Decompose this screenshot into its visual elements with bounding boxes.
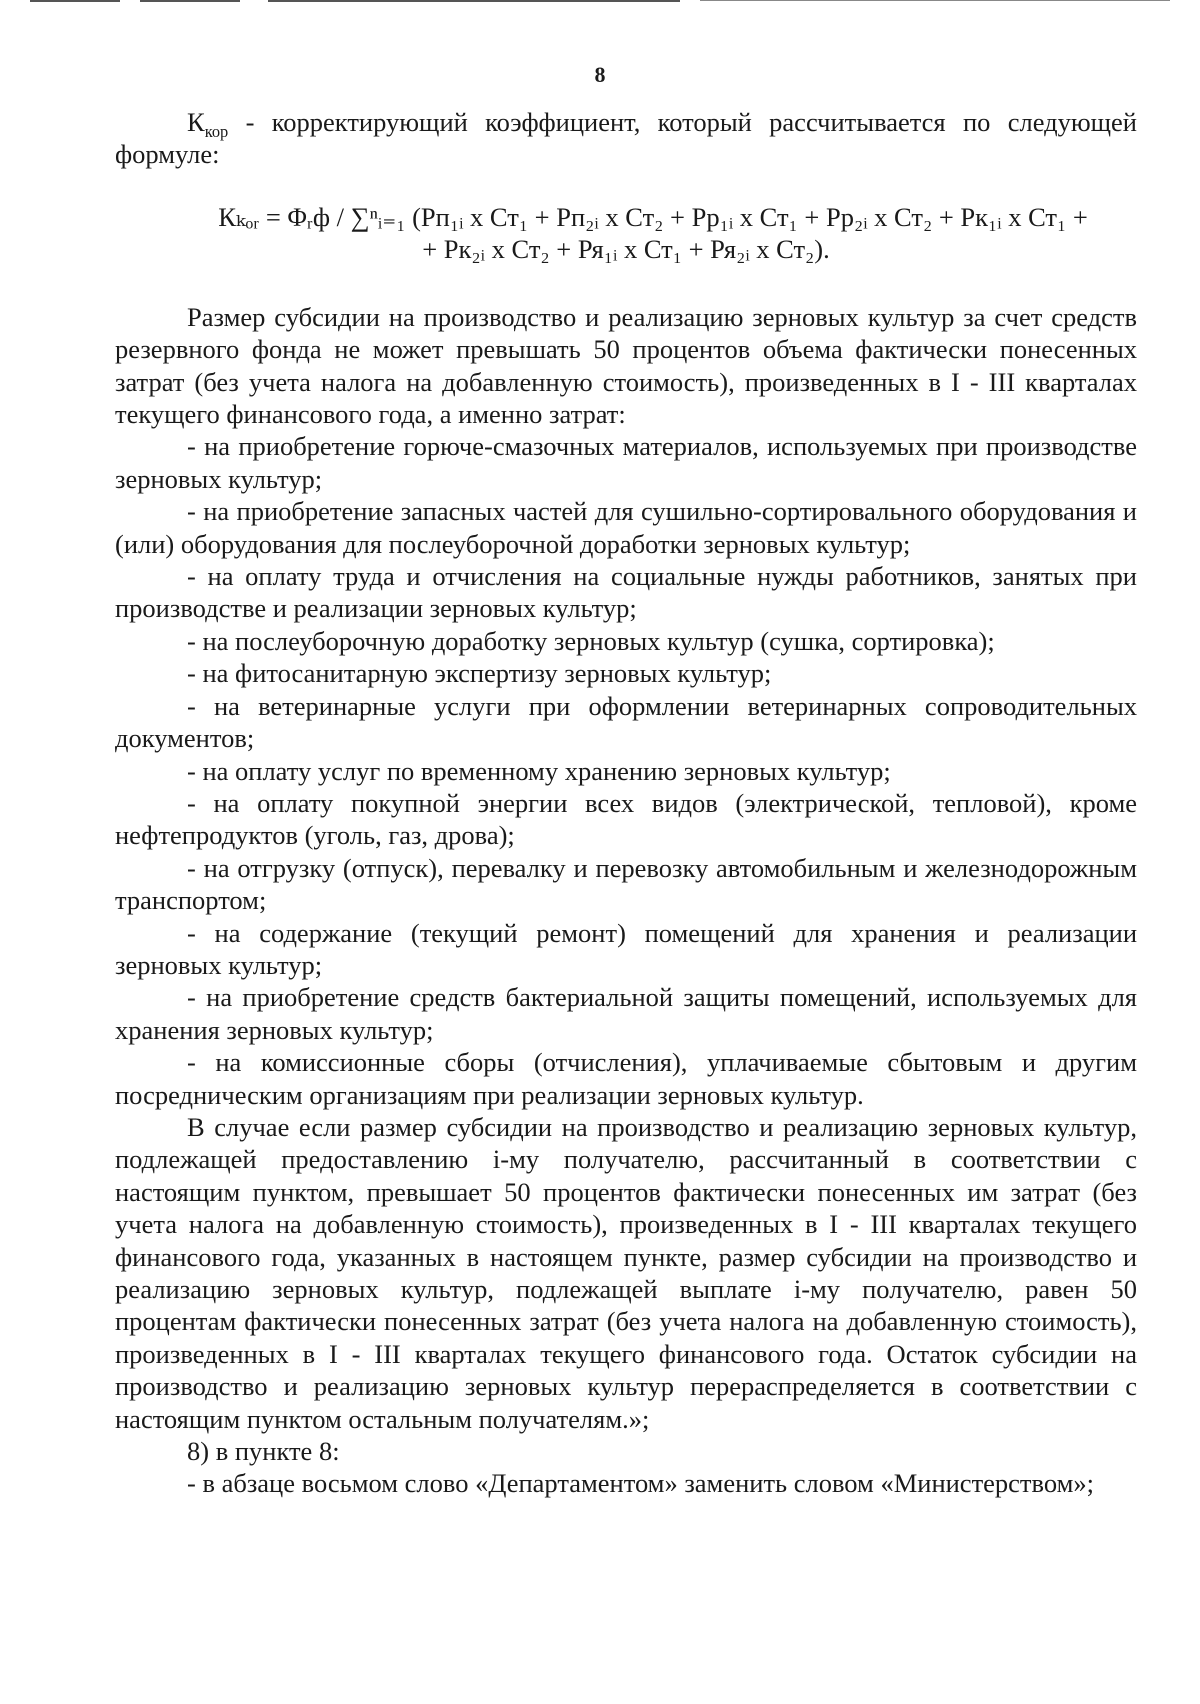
page-number: 8 bbox=[594, 62, 606, 87]
coefficient-symbol: $К_{кор}$ bbox=[187, 107, 229, 141]
point-heading: 8) в пункте 8: bbox=[187, 1436, 340, 1467]
list-item: - на приобретение горюче-смазочных материалов, используемых при производстве зерновых культур; bbox=[115, 431, 1137, 494]
formula-line-2: + Рк₂ᵢ х Ст₂ + Ря₁ᵢ х Ст₁ + Ря₂ᵢ х Ст₂). bbox=[422, 233, 830, 264]
list-item: - на послеуборочную доработку зерновых культур (сушка, сортировка); bbox=[187, 625, 995, 656]
list-item: - на оплату покупной энергии всех видов (электрической, тепловой), кроме нефтепродуктов (уголь, газ, дрова); bbox=[115, 787, 1137, 851]
list-item: - на комиссионные сборы (отчисления), уплачиваемые сбытовым и другим посредническим организациям при реализации зерновых культур. bbox=[115, 1047, 1137, 1110]
list-item: - на отгрузку (отпуск), перевалку и перевозку автомобильным и железнодорожным транспортом; bbox=[115, 852, 1137, 916]
scan-edge-line bbox=[140, 0, 240, 2]
scan-edge-line bbox=[268, 0, 680, 2]
scan-edge-line bbox=[30, 0, 120, 2]
intro-text: - корректирующий коэффициент, который рассчитывается по следующей формуле: bbox=[115, 107, 1137, 170]
formula-line-1: Кₖₒᵣ = Φᵣф / ∑ⁿᵢ₌₁ (Рп₁ᵢ х Ст₁ + Рп₂ᵢ х Ст₂ + Рр₁ᵢ х Ст₁ + Рр₂ᵢ х Ст₂ + Рк₁ᵢ х Ст₁ + bbox=[218, 201, 1088, 232]
list-item: - на оплату услуг по временному хранению зерновых культур; bbox=[187, 755, 891, 786]
list-item: - на приобретение средств бактериальной защиты помещений, используемых для хранения зерновых культур; bbox=[115, 982, 1137, 1045]
main-paragraph: Размер субсидии на производство и реализацию зерновых культур за счет средств резервного фонда не может превышать 50 процентов объема фактически понесенных затрат (без учета налога на добавленную стоимость), произведенных в I - III кварталах текущего финансового года, а именно затрат: bbox=[115, 301, 1137, 430]
list-item: - на фитосанитарную экспертизу зерновых культур; bbox=[187, 658, 772, 689]
list-item: - на приобретение запасных частей для сушильно-сортировального оборудования и (или) оборудования для послеуборочной доработки зерновых культур; bbox=[115, 496, 1137, 559]
scan-edge-line bbox=[700, 0, 1170, 1]
list-item: - на ветеринарные услуги при оформлении ветеринарных сопроводительных документов; bbox=[115, 690, 1137, 754]
list-item: - на содержание (текущий ремонт) помещений для хранения и реализации зерновых культур; bbox=[115, 917, 1137, 980]
case-paragraph: В случае если размер субсидии на производство и реализацию зерновых культур, подлежащей предоставлению i-му получателю, рассчитанный в соответствии с настоящим пунктом, превышает 50 процентов фактически понесенных им затрат (без учета налога на добавленную стоимость), произведенных в I - III кварталах текущего финансового года, указанных в настоящем пункте, размер субсидии на производство и реализацию зерновых культур, подлежащей выплате i-му получателю, равен 50 процентам фактически понесенных затрат (без учета налога на добавленную стоимость), произведенных в I - III кварталах текущего финансового года. Остаток субсидии на производство и реализацию зерновых культур перераспределяется в соответствии с настоящим пунктом остальным получателям.»; bbox=[115, 1111, 1137, 1434]
cost-items-list bbox=[115, 430, 1137, 1111]
list-item: - на оплату труда и отчисления на социальные нужды работников, занятых при производстве и реализации зерновых культур; bbox=[115, 561, 1137, 624]
last-list-item: - в абзаце восьмом слово «Департаментом» заменить словом «Министерством»; bbox=[187, 1468, 1094, 1499]
document-body bbox=[115, 106, 1137, 1500]
formula bbox=[115, 201, 1137, 265]
intro-paragraph bbox=[115, 106, 1137, 171]
